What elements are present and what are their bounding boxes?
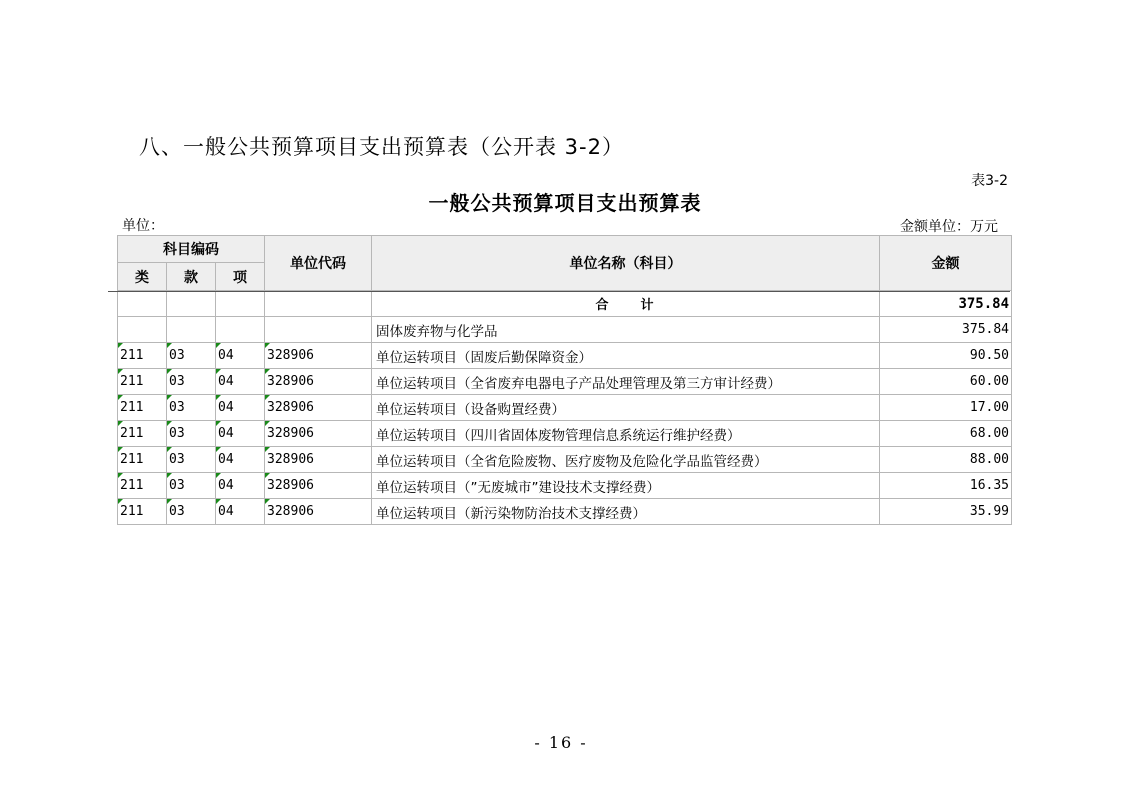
page-number: - 16 - bbox=[534, 733, 588, 752]
category-cell: 211 bbox=[118, 499, 167, 525]
category-cell: 211 bbox=[118, 395, 167, 421]
unit-code-cell: 328906 bbox=[265, 473, 372, 499]
item-header: 项 bbox=[216, 263, 265, 291]
item-cell: 04 bbox=[216, 369, 265, 395]
table-row bbox=[118, 343, 1012, 369]
category-cell: 211 bbox=[118, 421, 167, 447]
item-cell: 04 bbox=[216, 499, 265, 525]
section-cell: 03 bbox=[167, 343, 216, 369]
table-row bbox=[118, 369, 1012, 395]
amount-cell: 68.00 bbox=[880, 421, 1012, 447]
amount-header: 金额 bbox=[880, 236, 1012, 291]
unit-name-cell: 单位运转项目（”无废城市”建设技术支撑经费） bbox=[372, 473, 880, 499]
group-amount: 375.84 bbox=[880, 317, 1012, 343]
group-row bbox=[118, 317, 1012, 343]
category-cell: 211 bbox=[118, 473, 167, 499]
unit-name-cell: 单位运转项目（设备购置经费） bbox=[372, 395, 880, 421]
item-cell: 04 bbox=[216, 421, 265, 447]
unit-label: 单位： bbox=[122, 218, 164, 234]
amount-unit-label: 金额单位：万元 bbox=[900, 219, 998, 235]
item-cell: 04 bbox=[216, 447, 265, 473]
subject-code-header: 科目编码 bbox=[118, 236, 265, 263]
category-header: 类 bbox=[118, 263, 167, 291]
total-row bbox=[118, 291, 1012, 317]
amount-cell: 16.35 bbox=[880, 473, 1012, 499]
amount-cell: 17.00 bbox=[880, 395, 1012, 421]
category-cell: 211 bbox=[118, 369, 167, 395]
total-label: 合 计 bbox=[372, 291, 880, 317]
table-row bbox=[118, 421, 1012, 447]
item-cell: 04 bbox=[216, 343, 265, 369]
item-cell: 04 bbox=[216, 473, 265, 499]
unit-name-header: 单位名称（科目） bbox=[372, 236, 880, 291]
section-cell: 03 bbox=[167, 421, 216, 447]
unit-name-cell: 单位运转项目（四川省固体废物管理信息系统运行维护经费） bbox=[372, 421, 880, 447]
unit-code-cell: 328906 bbox=[265, 369, 372, 395]
unit-name-cell: 单位运转项目（全省危险废物、医疗废物及危险化学品监管经费） bbox=[372, 447, 880, 473]
amount-cell: 88.00 bbox=[880, 447, 1012, 473]
unit-name-cell: 单位运转项目（固废后勤保障资金） bbox=[372, 343, 880, 369]
header-divider bbox=[108, 291, 1010, 292]
unit-code-cell: 328906 bbox=[265, 499, 372, 525]
section-cell: 03 bbox=[167, 395, 216, 421]
table-title: 一般公共预算项目支出预算表 bbox=[428, 191, 702, 215]
unit-code-cell: 328906 bbox=[265, 395, 372, 421]
table-row bbox=[118, 473, 1012, 499]
unit-code-cell: 328906 bbox=[265, 447, 372, 473]
category-cell: 211 bbox=[118, 343, 167, 369]
amount-cell: 35.99 bbox=[880, 499, 1012, 525]
table-row bbox=[118, 447, 1012, 473]
total-amount: 375.84 bbox=[880, 291, 1012, 317]
table-row bbox=[118, 499, 1012, 525]
section-cell: 03 bbox=[167, 447, 216, 473]
unit-name-cell: 单位运转项目（新污染物防治技术支撑经费） bbox=[372, 499, 880, 525]
unit-name-cell: 单位运转项目（全省废弃电器电子产品处理管理及第三方审计经费） bbox=[372, 369, 880, 395]
unit-code-header: 单位代码 bbox=[265, 236, 372, 291]
table-number: 表3-2 bbox=[971, 173, 1008, 189]
group-name: 固体废弃物与化学品 bbox=[372, 317, 880, 343]
table-header bbox=[118, 236, 1012, 291]
section-cell: 03 bbox=[167, 473, 216, 499]
section-heading: 八、一般公共预算项目支出预算表（公开表 3-2） bbox=[139, 135, 624, 159]
budget-table bbox=[117, 235, 1012, 525]
item-cell: 04 bbox=[216, 395, 265, 421]
section-header: 款 bbox=[167, 263, 216, 291]
section-cell: 03 bbox=[167, 499, 216, 525]
amount-cell: 60.00 bbox=[880, 369, 1012, 395]
amount-cell: 90.50 bbox=[880, 343, 1012, 369]
table-row bbox=[118, 395, 1012, 421]
section-cell: 03 bbox=[167, 369, 216, 395]
unit-code-cell: 328906 bbox=[265, 421, 372, 447]
unit-code-cell: 328906 bbox=[265, 343, 372, 369]
category-cell: 211 bbox=[118, 447, 167, 473]
